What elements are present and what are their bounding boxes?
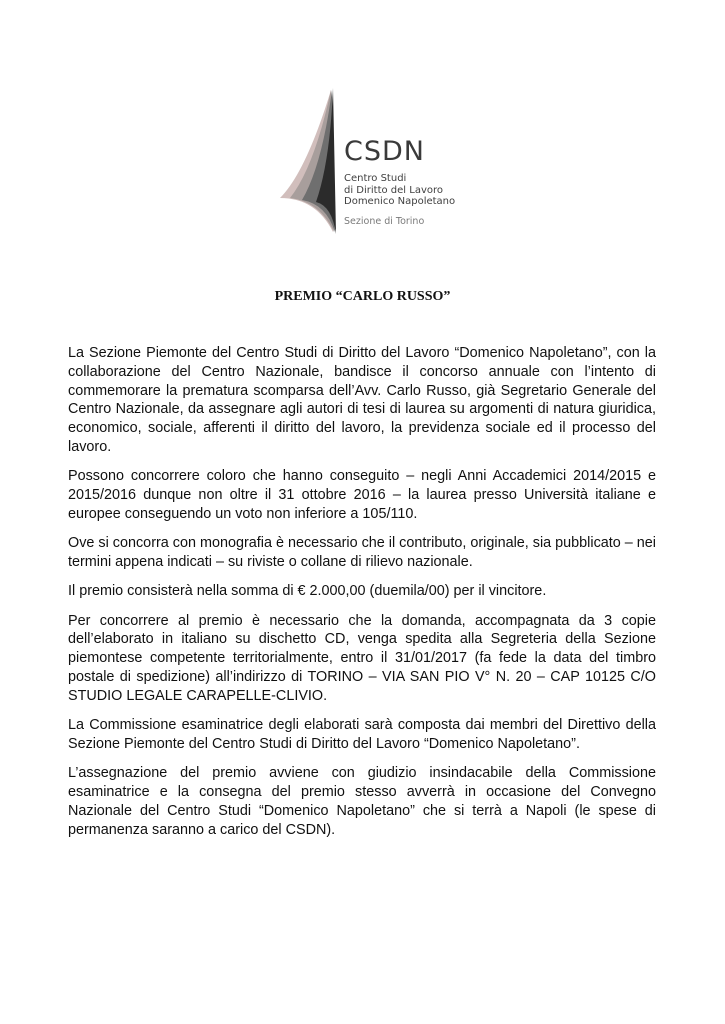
logo-section: Sezione di Torino (344, 215, 425, 227)
paragraph-monograph: Ove si concorra con monografia è necessario che il contributo, originale, sia pubblicato – nei termini appena indicati – su riviste o collane di rilievo nazionale. (68, 535, 656, 570)
logo-line-2: di Diritto del Lavoro (344, 184, 444, 196)
document-body (68, 344, 656, 850)
document-title: PREMIO “CARLO RUSSO” (274, 289, 451, 304)
logo-text-block (344, 137, 455, 227)
paragraph-application: Per concorrere al premio è necessario che la domanda, accompagnata da 3 copie dell’elaborato in italiano su dischetto CD, venga spedita alla Segreteria della Sezione piemontese competente territorialmente, entro il 31/01/2017 (fa fede la data del timbro postale di spedizione) all’indirizzo di TORINO – VIA SAN PIO V° N. 20 – CAP 10125 C/O STUDIO LEGALE CARAPELLE-CLIVIO. (68, 612, 656, 704)
logo-line-3: Domenico Napoletano (344, 196, 456, 207)
paragraph-commission: La Commissione esaminatrice degli elaborati sarà composta dai membri del Direttivo della Sezione Piemonte del Centro Studi di Diritto del Lavoro “Domenico Napoletano”. (68, 717, 656, 752)
paragraph-prize-amount: Il premio consisterà nella somma di € 2.000,00 (duemila/00) per il vincitore. (68, 583, 547, 600)
paragraph-intro: La Sezione Piemonte del Centro Studi di Diritto del Lavoro “Domenico Napoletano”, con la collaborazione del Centro Nazionale, bandisce il concorso annuale con l’intento di commemorare la prematura scomparsa dell’Avv. Carlo Russo, già Segretario Generale del Centro Nazionale, da assegnare agli autori di tesi di laurea su argomenti di natura giuridica, economico, sociale, afferenti il diritto del lavoro, la previdenza sociale ed il processo del lavoro. (68, 345, 656, 455)
logo-line-1: Centro Studi (344, 173, 407, 184)
paragraph-eligibility: Possono concorrere coloro che hanno conseguito – negli Anni Accademici 2014/2015 e 2015/2016 dunque non oltre il 31 ottobre 2016 – la laurea presso Università italiane e europee conseguendo un voto non inferiore a 105/110. (68, 468, 656, 522)
csdn-logo (276, 82, 456, 252)
paragraph-award: L’assegnazione del premio avviene con giudizio insindacabile della Commissione esaminatrice e la consegna del premio stesso avverrà in occasione del Convegno Nazionale del Centro Studi “Domenico Napoletano” che si terrà a Napoli (le spese di permanenza saranno a carico del CSDN). (68, 765, 656, 838)
logo-acronym: CSDN (344, 136, 425, 167)
